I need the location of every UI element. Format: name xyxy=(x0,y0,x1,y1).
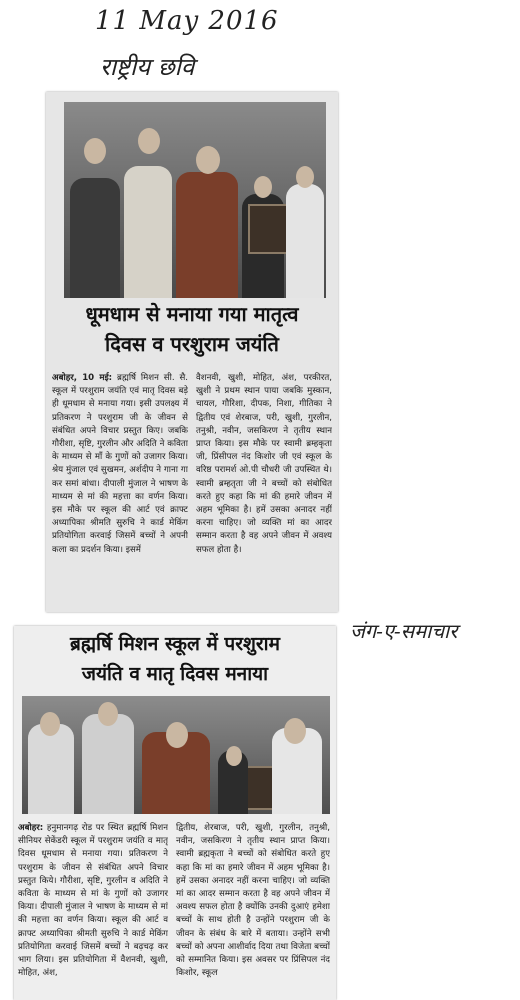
clipping-1-headline-line2: दिवस व परशुराम जयंति xyxy=(105,332,279,356)
clipping-2-headline-line1: ब्रह्मर्षि मिशन स्कूल में परशुराम xyxy=(70,633,280,655)
clipping-2-column-2: द्वितीय, शेरबाज, परी, खुशी, गुरलीन, तनुश्री, नवीन, जसकिरण ने तृतीय स्थान प्राप्त किया। स्वामी ब्रह्मकृता ने बच्चों को संबोधित करते हुए कहा कि मां का हमारे जीवन में अहम भूमिका है। हमें उसका अनादर नहीं करना चाहिए। जो व्यक्ति मां का आदर सम्मान करता है वह अपने जीवन में अवश्य सफल होता है क्योंकि उनकी दुआएं हमेशा बच्चों के साथ होती है उन्होंने परशुराम जी के जीवन के संबंध के बारे में बताया। उन्होंने सभी बच्चों को अपना आशीर्वाद दिया तथा विजेता बच्चों को सम्मानित किया। इस अवसर पर प्रिंसिपल नंद किशोर, स्कूल xyxy=(176,823,330,979)
clipping-1-dateline: अबोहर, 10 मई: xyxy=(52,373,113,383)
clipping-2-headline-line2: जयंति व मातृ दिवस मनाया xyxy=(81,663,269,685)
clipping-2-column-1-text: हनुमानगढ़ रोड पर स्थित ब्रह्मर्षि मिशन सीनियर सेकेंडरी स्कूल में परशुराम जयंति व मातृ दिवस धूमधाम से मनाया गया। प्रतिकरण ने परशुराम के जीवन से संबंधित अपने विचार प्रस्तुत किये। गौरीशा, सृष्टि, गुरलीन व अदिति ने कविता के माध्यम से मां के गुणों को उजागर किया। दीपाली मुंजाल ने भाषण के माध्यम से मां की महत्ता का वर्णन किया। स्कूल की आर्ट व क्राफ्ट अध्यापिका श्रीमती सुरुचि ने कार्ड मेकिंग प्रतियोगिता करवाई जिसमें बच्चों ने बढ़चढ़ कर भाग लिया। इस प्रतियोगिता में वैशनवी, खुशी, मोहित, अंश, xyxy=(18,823,168,979)
handwritten-paper-name-top: राष्ट्रीय छवि xyxy=(100,53,195,81)
handwritten-paper-name-right: जंग-ए-समाचार xyxy=(350,619,458,643)
clipping-1-photo xyxy=(64,102,326,298)
news-clipping-1 xyxy=(46,92,338,612)
clipping-1-column-1 xyxy=(52,372,188,608)
clipping-2-photo xyxy=(22,696,330,814)
clipping-1-headline-line1: धूमधाम से मनाया गया मातृत्व xyxy=(85,302,299,326)
clipping-2-dateline: अबोहर: xyxy=(18,823,44,833)
clipping-1-column-2: वैशनवी, खुशी, मोहित, अंश, परकीरत, खुशी ने प्रथम स्थान पाया जबकि मुस्कान, चायल, गौरिशा, दीपक, निशा, गीतिका ने द्वितीय एवं शेरबाज, परी, खुशी, गुरलीन, तनुश्री, नवीन, जसकिरण ने तृतीय स्थान प्राप्त किया। इस मौके पर स्वामी ब्रम्हकृता जी, प्रिंसीपल नंद किशोर जी एवं स्कूल के वरिष्ठ परामर्श ओ.पी चौधरी जी उपस्थित थे। स्वामी ब्रम्हतृता जी ने बच्चों को संबोधित करते हुए कहा कि मां की हमारे जीवन में अहम भूमिका है। हमें उसका अनादर नहीं करना चाहिए। जो व्यक्ति मां का आदर सम्मान करता है वह अपने जीवन में अवश्य सफल होता है। xyxy=(196,373,332,555)
clipping-1-column-1-text: ब्रह्मर्षि मिशन सी. सै. स्कूल में परशुराम जयंति एवं मातृ दिवस बड़े ही धूमधाम से मनाया गया। इसी उपलक्ष्य में प्रतिकरण ने परशुराम जी के जीवन से संबंधित अपने विचार प्रस्तुत किए। जबकि गौरीशा, सृष्टि, गुरलीन और अदिति ने कविता के माध्यम से माँ के गुणों को उजागर किया। श्रेय मुंजाल एवं सुखमन, अर्शदीप ने गाना गा कर समां बांधा। दीपाली मुंजाल ने भाषण के माध्यम से मां की महत्ता का वर्णन किया। इस मौके पर स्कूल की आर्ट एवं क्राफ्ट अध्यापिका श्रीमति सुरुचि ने कार्ड मेकिंग प्रतियोगिता करवाई जिसमें बच्चों ने अपनी कला का प्रदर्शन किया। इसमें xyxy=(52,373,188,555)
clipping-2-column-1 xyxy=(18,822,168,998)
handwritten-date: 11 May 2016 xyxy=(95,6,279,36)
news-clipping-2 xyxy=(14,626,336,1000)
